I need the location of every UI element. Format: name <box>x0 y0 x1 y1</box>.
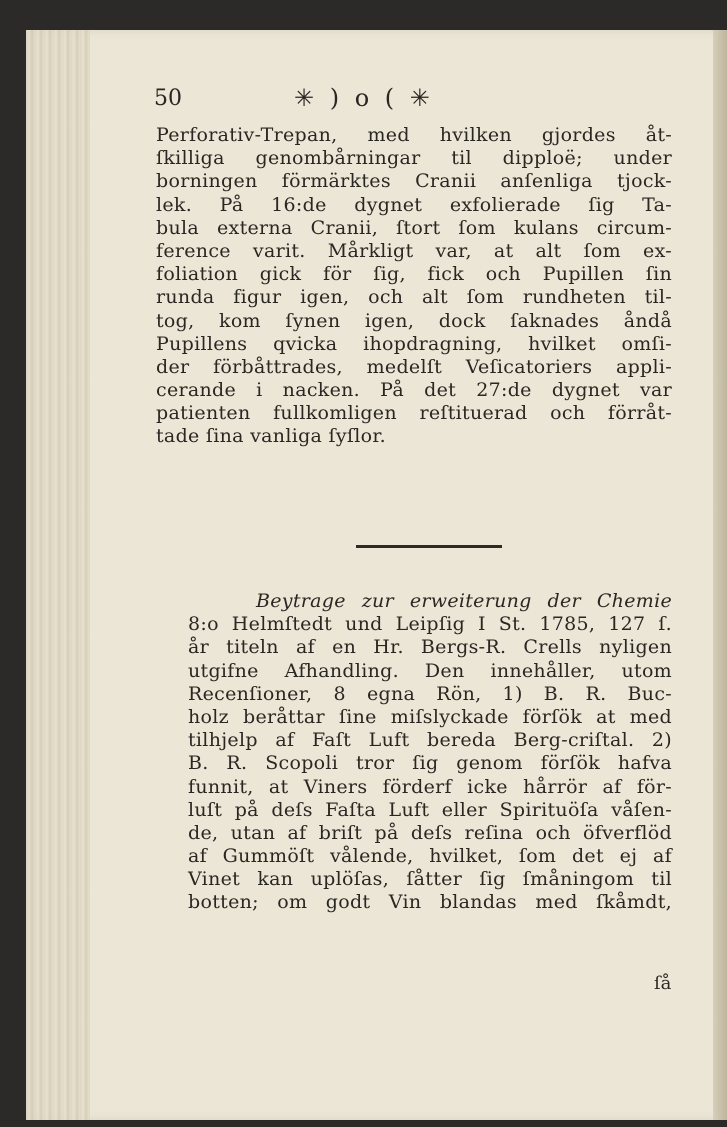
text-line: tade ſina vanliga ſyſlor. <box>156 425 386 448</box>
text-line: år titeln af en Hr. Bergs-R. Crells nyligen <box>188 636 672 659</box>
text-line: borningen förmärktes Cranii anſenliga tjock- <box>156 170 672 193</box>
text-line: tilhjelp af Faſt Luft bereda Berg-criſtal. 2) <box>188 729 672 752</box>
text-line: funnit, at Viners förderf icke hårrör af för- <box>188 775 672 798</box>
text-line: foliation gick för ſig, fick och Pupillen ſin <box>156 263 672 286</box>
text-line: botten; om godt Vin blandas med ſkåmdt, <box>188 891 672 914</box>
page-number: 50 <box>154 86 182 111</box>
text-line: de, utan af briſt på deſs reſina och öfverflöd <box>188 821 672 844</box>
text-line: Pupillens qvicka ihopdragning, hvilket omſi- <box>156 332 672 355</box>
next-page-edge <box>713 30 727 1120</box>
text-line: holz beråttar ſine miſslyckade förſök at med <box>188 705 672 728</box>
page-gutter <box>26 30 90 1120</box>
catchword: ſå <box>654 973 672 994</box>
text-line: tog, kom ſynen igen, dock ſaknades åndå <box>156 309 672 332</box>
text-line: patienten fullkomligen reſtituerad och förråt- <box>156 402 672 425</box>
text-line: af Gummöſt vålende, hvilket, ſom det ej af <box>188 845 672 868</box>
text-line: Perforativ-Trepan, med hvilken gjordes åt- <box>156 124 672 146</box>
text-line: ference varit. Mårkligt var, at alt ſom ex- <box>156 239 672 262</box>
page-header <box>154 86 674 120</box>
text-line: runda figur igen, och alt ſom rundheten til- <box>156 286 672 309</box>
section-title: Beytrage zur erweiterung der Chemie <box>256 590 672 612</box>
text-line: utgifne Afhandling. Den innehåller, utom <box>188 659 672 682</box>
text-line: cerande i nacken. På det 27:de dygnet var <box>156 379 672 402</box>
text-line: lek. På 16:de dygnet exfolierade ſig Ta- <box>156 193 672 216</box>
review-section <box>188 590 672 915</box>
text-line: 8:o Helmſtedt und Leipſig I St. 1785, 127 ſ. <box>188 613 672 636</box>
text-line: B. R. Scopoli tror ſig genom förſök hafva <box>188 752 672 775</box>
text-line: ſkilliga genombårningar til dipploë; under <box>156 147 672 170</box>
paragraph-continuation <box>156 124 672 449</box>
text-line: Vinet kan uplöſas, ſåtter ſig ſmåningom til <box>188 868 672 891</box>
text-line: Recenſioner, 8 egna Rön, 1) B. R. Buc- <box>188 682 672 705</box>
text-line: der förbåttrades, medelſt Veſicatoriers appli- <box>156 355 672 378</box>
running-head: ✳ ) o ( ✳ <box>294 84 434 112</box>
section-divider <box>356 545 502 548</box>
text-line: luſt på deſs Faſta Luft eller Spirituöſa våſen- <box>188 798 672 821</box>
text-line: bula externa Cranii, ſtort ſom kulans circum- <box>156 216 672 239</box>
